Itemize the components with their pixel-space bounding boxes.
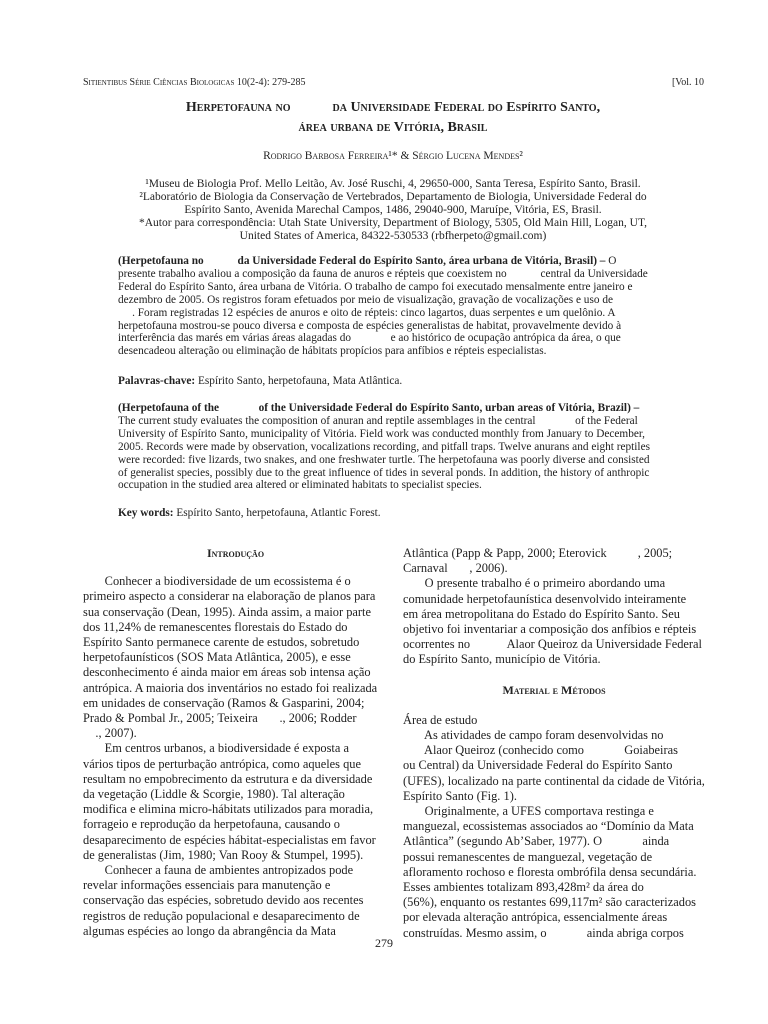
paragraph-line: Carnaval , 2006). — [403, 561, 508, 576]
affiliations — [83, 178, 703, 243]
affiliation-line: ¹Museu de Biologia Prof. Mello Leitão, Av. José Ruschi, 4, 29650-000, Santa Teresa, Espírito Santo, Brasil. — [145, 178, 641, 190]
methods-heading: Material e Métodos — [502, 682, 606, 697]
paragraph-line: Atlântica” (segundo Ab’Saber, 1977). O ainda — [403, 834, 670, 849]
abstract-pt-line: dezembro de 2005. Os registros foram efetuados por meio de visualização, gravação de vocalizações e uso de — [118, 293, 613, 306]
abstract-pt-line: presente trabalho avaliou a composição da fauna de anuros e répteis que coexistem no central da Universidade — [118, 267, 648, 280]
paragraph-line: Em centros urbanos, a biodiversidade é exposta a — [83, 741, 349, 756]
paragraph-line: modifica e elimina micro-hábitats utilizados para moradia, — [83, 802, 374, 817]
paragraph-line: construídas. Mesmo assim, o ainda abriga corpos — [403, 925, 684, 940]
abstract-en-line: were recorded: five lizards, two snakes, and one freshwater turtle. The herpetofauna was poorly diverse and consisted — [118, 453, 650, 466]
subheading: Área de estudo — [403, 712, 478, 727]
abstract-pt-line: interferência das marés em várias áreas alagadas do e ao histórico de ocupação antrópica da área, o que — [118, 332, 621, 345]
paragraph-line: objetivo foi inventariar a composição dos anfíbios e répteis — [403, 622, 697, 637]
abstract-pt-line: herpetofauna mostrou-se pouco diversa e composta de espécies generalistas de habitat, provavelmente devido à — [118, 319, 622, 332]
paragraph-line: possui remanescentes de manguezal, vegetação de — [403, 849, 653, 864]
paragraph-line: vários tipos de perturbação antrópica, como aqueles que — [83, 756, 361, 771]
paragraph-line: algumas espécies ao longo da abrangência da Mata — [83, 923, 336, 938]
paragraph-line: ocorrentes no Alaor Queiroz da Universidade Federal — [403, 637, 702, 652]
paragraph-line: Esses ambientes totalizam 893,428m² da área do — [403, 880, 644, 895]
paragraph-line: desconhecimento é ainda maior em áreas sob intensa ação — [83, 665, 371, 680]
page-number: 279 — [375, 936, 393, 950]
affiliation-line: United States of America, 84322-530533 (rbfherpeto@gmail.com) — [239, 230, 547, 242]
paragraph-line: sua conservação (Dean, 1995). Ainda assim, a maior parte — [83, 604, 371, 619]
abstract-pt: (Herpetofauna no da Universidade Federal do Espírito Santo, área urbana de Vitória, Brasil) – O presente trabalho avaliou a composição da fauna de anuros e répteis que coexistem no central da Universidade Federal do Espírito Santo, área urbana de Vitória. O trabalho de campo foi executado mensalmente entre janeiro e dezembro de 2005. Os registros foram efetuados por meio de visualização, gravação de vocalizações e uso de . Foram registradas 12 espécies de anuros e oito de répteis: cinco lagartos, duas serpentes e um quelônio. A herpetofauna mostrou-se pouco diversa e composta de espécies generalistas de habitat, provavelmente devido à interferência das marés em várias áreas alagadas do e ao histórico de ocupação antrópica da área, o que desencadeou alteração ou eliminação de hábitats propícios para anfíbios e répteis especialistas. — [118, 255, 668, 358]
abstract-en-line: occupation in the studied area altered or eliminated habitats to specialist species. — [118, 479, 482, 492]
abstract-en-line: University of Espírito Santo, municipality of Vitória. Field work was conducted monthly from January to December, — [118, 427, 645, 440]
paragraph-line: Originalmente, a UFES comportava restinga e — [403, 804, 654, 819]
paragraph-line: dos 11,24% de remanescentes florestais do Estado do — [83, 619, 348, 634]
paragraph-line: comunidade herpetofaunística desenvolvido inteiramente — [403, 591, 687, 606]
paragraph-line: do Espírito Santo, município de Vitória. — [403, 652, 601, 667]
paragraph-line: registros de redução populacional e desaparecimento de — [83, 908, 360, 923]
right-column — [403, 546, 705, 941]
paragraph-line: ., 2007). — [83, 726, 137, 741]
paragraph-line: afloramento rochoso e floresta ombrófila densa secundária. — [403, 864, 697, 879]
paragraph-line: de generalistas (Jim, 1980; Van Rooy & Stumpel, 1995). — [83, 847, 364, 862]
title-line-2: área urbana de Vitória, Brasil — [298, 120, 488, 135]
abstract-en-line: 2005. Records were made by observation, vocalizations recording, and pitfall traps. Twelve anurans and eight reptiles — [118, 440, 650, 453]
paragraph-line: antrópica. A maioria dos inventários no estado foi realizada — [83, 680, 378, 695]
paragraph-line: Conhecer a fauna de ambientes antropizados pode — [83, 863, 354, 878]
volume-label: [Vol. 10 — [671, 77, 704, 88]
paragraph-line: Espírito Santo (Fig. 1). — [403, 788, 517, 803]
paragraph-line: primeiro aspecto a considerar na elaboração de planos para — [83, 589, 376, 604]
abstract-pt-line: . Foram registradas 12 espécies de anuros e oito de répteis: cinco lagartos, duas serpentes e um quelônio. A — [118, 306, 616, 319]
paragraph-line: Prado & Pombal Jr., 2005; Teixeira ., 2006; Rodder — [83, 711, 357, 726]
abstract-pt-line: Federal do Espírito Santo, área urbana de Vitória. O trabalho de campo foi executado mensalmente entre janeiro e — [118, 280, 633, 293]
paragraph-line: ou Central) da Universidade Federal do Espírito Santo — [403, 758, 673, 773]
paragraph-line: por elevada alteração antrópica, essencialmente áreas — [403, 910, 668, 925]
abstract-en — [118, 402, 668, 492]
paragraph-line: em área metropolitana do Estado do Espírito Santo. Seu — [403, 606, 681, 621]
intro-heading: Introdução — [206, 546, 265, 560]
abstract-pt-lead: (Herpetofauna no da Universidade Federal do Espírito Santo, área urbana de Vitória, Brasil) – — [118, 255, 606, 267]
authors: Rodrigo Barbosa Ferreira¹* & Sérgio Lucena Mendes² — [263, 150, 523, 162]
journal-header: Sitientibus Série Ciências Biologicas 10(2-4): 279-285 — [83, 77, 306, 88]
paragraph-line: conservação das espécies, sobretudo devido aos recentes — [83, 893, 364, 908]
paragraph-line: Espírito Santo permanece carente de estudos, sobretudo — [83, 635, 360, 650]
paragraph-line: Atlântica (Papp & Papp, 2000; Eterovick , 2005; — [403, 546, 673, 560]
paragraph-line: As atividades de campo foram desenvolvidas no — [403, 728, 664, 743]
paragraph-line: da vegetação (Liddle & Scorgie, 1980). Tal alteração — [83, 787, 345, 802]
paragraph-line: manguezal, ecossistemas associados ao “Domínio da Mata — [403, 819, 694, 834]
abstract-en-line: The current study evaluates the composition of anuran and reptile assemblages in the central of the Federal — [118, 414, 638, 427]
abstract-pt-line: desencadeou alteração ou eliminação de hábitats propícios para anfíbios e répteis especialistas. — [118, 345, 547, 358]
paragraph-line: Alaor Queiroz (conhecido como Goiabeiras — [403, 743, 678, 758]
affiliation-line: ²Laboratório de Biologia da Conservação de Vertebrados, Departamento de Biologia, Universidade Federal do — [139, 191, 647, 203]
paragraph-line: revelar informações essenciais para manutenção e — [83, 878, 331, 893]
abstract-en-lead: (Herpetofauna of the of the Universidade Federal do Espírito Santo, urban areas of Vitória, Brazil) – — [118, 402, 640, 414]
affiliation-line: *Autor para correspondência: Utah State University, Department of Biology, 5305, Old Main Hill, Logan, UT, — [138, 217, 647, 229]
left-column — [83, 546, 388, 939]
keywords-en: Key words: Espírito Santo, herpetofauna, Atlantic Forest. — [118, 507, 381, 519]
paragraph-line: resultam no empobrecimento da estrutura e da diversidade — [83, 771, 373, 786]
paragraph-line: herpetofaunísticos (SOS Mata Atlântica, 2005), e esse — [83, 650, 351, 665]
abstract-en-line: of generalist species, possibly due to the great influence of tides in several ponds. In addition, the history of anthropic — [118, 466, 650, 479]
paragraph-line: forrageio e reprodução da herpetofauna, causando o — [83, 817, 340, 832]
paragraph-line: (56%), enquanto os restantes 699,117m² são caracterizados — [403, 895, 696, 910]
affiliation-line: Espírito Santo, Avenida Marechal Campos, 1486, 29040-900, Maruípe, Vitória, ES, Brasil. — [184, 204, 602, 216]
paragraph-line: em unidades de conservação (Ramos & Gasparini, 2004; — [83, 695, 365, 710]
title-line-1: Herpetofauna no da Universidade Federal do Espírito Santo, — [185, 100, 601, 115]
paragraph-line: desaparecimento de espécies hábitat-especialistas em favor — [83, 832, 376, 847]
keywords-pt: Palavras-chave: Espírito Santo, herpetofauna, Mata Atlântica. — [118, 375, 403, 387]
paragraph-line: (UFES), localizado na parte continental da cidade de Vitória, — [403, 773, 705, 788]
paragraph-line: Conhecer a biodiversidade de um ecossistema é o — [83, 574, 351, 589]
paragraph-line: O presente trabalho é o primeiro abordando uma — [403, 576, 666, 591]
